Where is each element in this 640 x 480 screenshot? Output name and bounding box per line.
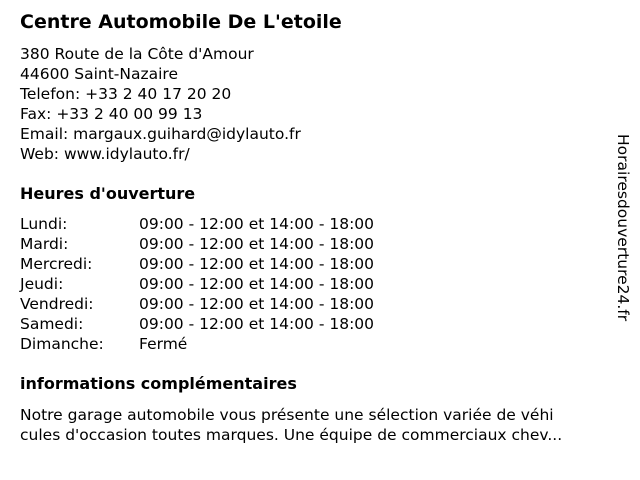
day-label: Dimanche:: [20, 335, 104, 353]
fax-number: Fax: +33 2 40 00 99 13: [20, 105, 203, 123]
phone-number[interactable]: Telefon: +33 2 40 17 20 20: [20, 85, 232, 103]
day-label: Samedi:: [20, 315, 84, 333]
day-hours: 09:00 - 12:00 et 14:00 - 18:00: [139, 295, 375, 313]
info-line-2: cules d'occasion toutes marques. Une équipe de commerciaux chev...: [20, 426, 563, 444]
day-label: Mercredi:: [20, 255, 93, 273]
day-hours: 09:00 - 12:00 et 14:00 - 18:00: [139, 255, 375, 273]
site-watermark: [611, 134, 635, 370]
additional-info-text: [20, 405, 630, 445]
day-hours: Fermé: [139, 335, 188, 353]
day-label: Vendredi:: [20, 295, 94, 313]
day-hours: 09:00 - 12:00 et 14:00 - 18:00: [139, 235, 375, 253]
hours-row-thursday: [20, 274, 440, 294]
email-address[interactable]: Email: margaux.guihard@idylauto.fr: [20, 125, 301, 143]
info-line-1: Notre garage automobile vous présente une sélection variée de véhi: [20, 406, 554, 424]
watermark-text: Horairesdouverture24.fr: [614, 134, 632, 322]
hours-row-friday: [20, 294, 440, 314]
address-line-2: 44600 Saint-Nazaire: [20, 65, 178, 83]
day-label: Mardi:: [20, 235, 69, 253]
hours-row-tuesday: [20, 234, 440, 254]
opening-hours-heading: Heures d'ouverture: [20, 184, 196, 203]
day-label: Jeudi:: [20, 275, 64, 293]
address-line-1: 380 Route de la Côte d'Amour: [20, 45, 254, 63]
contact-block: [20, 44, 301, 164]
day-label: Lundi:: [20, 215, 68, 233]
hours-row-saturday: [20, 314, 440, 334]
business-name: Centre Automobile De L'etoile: [20, 11, 342, 33]
hours-row-wednesday: [20, 254, 440, 274]
opening-hours-table: [20, 214, 440, 354]
day-hours: 09:00 - 12:00 et 14:00 - 18:00: [139, 215, 375, 233]
day-hours: 09:00 - 12:00 et 14:00 - 18:00: [139, 275, 375, 293]
day-hours: 09:00 - 12:00 et 14:00 - 18:00: [139, 315, 375, 333]
hours-row-monday: [20, 214, 440, 234]
hours-row-sunday: [20, 334, 440, 354]
website-link[interactable]: Web: www.idylauto.fr/: [20, 145, 190, 163]
additional-info-heading: informations complémentaires: [20, 374, 297, 393]
